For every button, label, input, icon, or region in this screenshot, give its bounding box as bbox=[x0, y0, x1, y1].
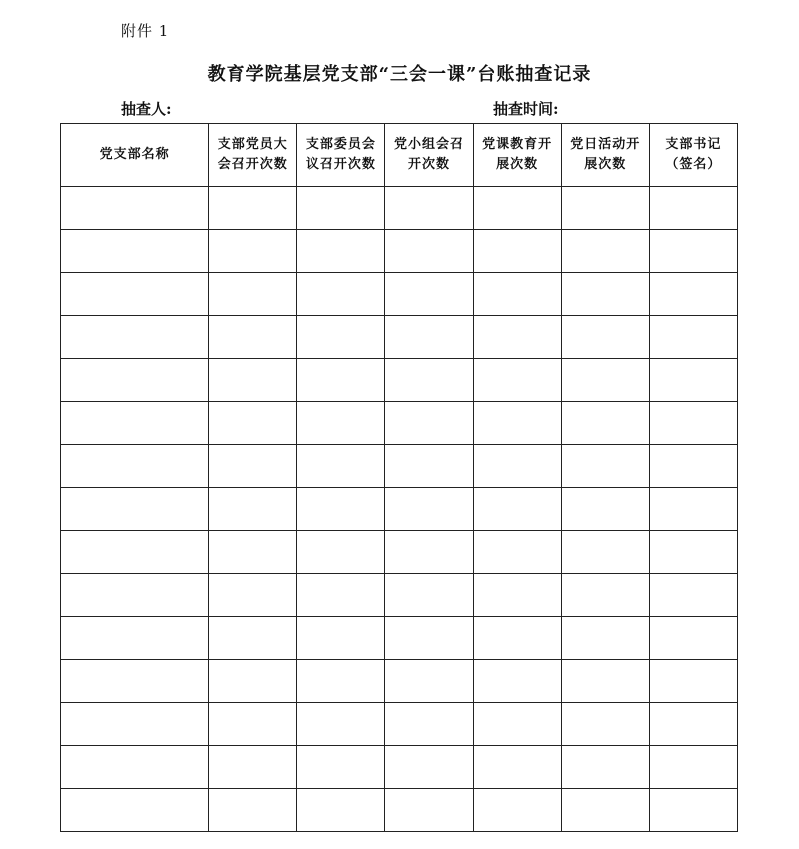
table-cell[interactable] bbox=[473, 187, 561, 230]
table-cell[interactable] bbox=[61, 273, 209, 316]
table-cell[interactable] bbox=[297, 617, 385, 660]
table-cell[interactable] bbox=[385, 617, 473, 660]
table-row bbox=[61, 574, 738, 617]
table-cell[interactable] bbox=[209, 316, 297, 359]
table-cell[interactable] bbox=[649, 703, 737, 746]
table-cell[interactable] bbox=[649, 359, 737, 402]
table-cell[interactable] bbox=[649, 445, 737, 488]
table-cell[interactable] bbox=[473, 445, 561, 488]
table-body bbox=[61, 187, 738, 832]
table-cell[interactable] bbox=[561, 316, 649, 359]
table-row bbox=[61, 746, 738, 789]
table-cell[interactable] bbox=[561, 617, 649, 660]
table-row bbox=[61, 617, 738, 660]
table-cell[interactable] bbox=[61, 617, 209, 660]
table-cell[interactable] bbox=[209, 273, 297, 316]
table-cell[interactable] bbox=[61, 531, 209, 574]
column-header-branch-name: 党支部名称 bbox=[61, 124, 209, 187]
table-cell[interactable] bbox=[385, 746, 473, 789]
table-cell[interactable] bbox=[209, 402, 297, 445]
table-cell[interactable] bbox=[649, 402, 737, 445]
table-row bbox=[61, 703, 738, 746]
table-cell[interactable] bbox=[473, 230, 561, 273]
table-cell[interactable] bbox=[561, 703, 649, 746]
table-cell[interactable] bbox=[209, 187, 297, 230]
column-header-party-day-activities: 党日活动开 展次数 bbox=[561, 124, 649, 187]
table-cell[interactable] bbox=[61, 789, 209, 832]
table-cell[interactable] bbox=[385, 402, 473, 445]
table-cell[interactable] bbox=[61, 402, 209, 445]
table-cell[interactable] bbox=[209, 789, 297, 832]
table-cell[interactable] bbox=[209, 746, 297, 789]
table-cell[interactable] bbox=[209, 531, 297, 574]
table-row bbox=[61, 789, 738, 832]
table-cell[interactable] bbox=[385, 273, 473, 316]
table-cell[interactable] bbox=[385, 703, 473, 746]
table-cell[interactable] bbox=[385, 789, 473, 832]
table-row bbox=[61, 531, 738, 574]
table-cell[interactable] bbox=[61, 359, 209, 402]
table-cell[interactable] bbox=[649, 617, 737, 660]
table-cell[interactable] bbox=[649, 789, 737, 832]
table-cell[interactable] bbox=[61, 445, 209, 488]
table-cell[interactable] bbox=[473, 746, 561, 789]
table-cell[interactable] bbox=[473, 574, 561, 617]
table-cell[interactable] bbox=[385, 445, 473, 488]
table-row bbox=[61, 273, 738, 316]
table-cell[interactable] bbox=[649, 230, 737, 273]
table-cell[interactable] bbox=[473, 789, 561, 832]
table-cell[interactable] bbox=[209, 359, 297, 402]
table-cell[interactable] bbox=[297, 273, 385, 316]
table-cell[interactable] bbox=[209, 230, 297, 273]
table-cell[interactable] bbox=[297, 703, 385, 746]
table-cell[interactable] bbox=[61, 187, 209, 230]
table-row bbox=[61, 445, 738, 488]
table-cell[interactable] bbox=[297, 789, 385, 832]
table-row bbox=[61, 660, 738, 703]
table-cell[interactable] bbox=[561, 574, 649, 617]
table-cell[interactable] bbox=[209, 574, 297, 617]
table-cell[interactable] bbox=[649, 273, 737, 316]
table-cell[interactable] bbox=[649, 187, 737, 230]
table-cell[interactable] bbox=[297, 402, 385, 445]
table-cell[interactable] bbox=[61, 746, 209, 789]
table-cell[interactable] bbox=[61, 703, 209, 746]
table-cell[interactable] bbox=[473, 359, 561, 402]
attachment-label: 附件 1 bbox=[121, 22, 170, 40]
table-row bbox=[61, 402, 738, 445]
column-header-secretary-signature: 支部书记 （签名） bbox=[649, 124, 737, 187]
table-cell[interactable] bbox=[385, 574, 473, 617]
table-cell[interactable] bbox=[561, 230, 649, 273]
table-header-row bbox=[61, 124, 738, 187]
table-cell[interactable] bbox=[561, 746, 649, 789]
table-cell[interactable] bbox=[209, 660, 297, 703]
table-cell[interactable] bbox=[649, 488, 737, 531]
table-cell[interactable] bbox=[61, 574, 209, 617]
table-cell[interactable] bbox=[649, 531, 737, 574]
table-cell[interactable] bbox=[297, 230, 385, 273]
column-header-party-lessons: 党课教育开 展次数 bbox=[473, 124, 561, 187]
column-header-committee-meetings: 支部委员会 议召开次数 bbox=[297, 124, 385, 187]
table-cell[interactable] bbox=[561, 359, 649, 402]
table-row bbox=[61, 230, 738, 273]
column-header-member-meetings: 支部党员大 会召开次数 bbox=[209, 124, 297, 187]
table-cell[interactable] bbox=[385, 359, 473, 402]
table-cell[interactable] bbox=[649, 316, 737, 359]
table-cell[interactable] bbox=[297, 359, 385, 402]
table-cell[interactable] bbox=[297, 660, 385, 703]
table-cell[interactable] bbox=[561, 488, 649, 531]
table-cell[interactable] bbox=[473, 703, 561, 746]
inspection-time-label: 抽查时间: bbox=[493, 100, 559, 118]
table-cell[interactable] bbox=[385, 660, 473, 703]
table-cell[interactable] bbox=[61, 488, 209, 531]
table-cell[interactable] bbox=[473, 531, 561, 574]
table-cell[interactable] bbox=[473, 617, 561, 660]
table-cell[interactable] bbox=[209, 488, 297, 531]
table-cell[interactable] bbox=[473, 316, 561, 359]
table-cell[interactable] bbox=[297, 187, 385, 230]
table-cell[interactable] bbox=[61, 230, 209, 273]
table-cell[interactable] bbox=[297, 316, 385, 359]
inspector-label: 抽查人: bbox=[121, 100, 172, 118]
table-cell[interactable] bbox=[61, 660, 209, 703]
table-cell[interactable] bbox=[561, 789, 649, 832]
table-cell[interactable] bbox=[385, 230, 473, 273]
table-row bbox=[61, 488, 738, 531]
table-cell[interactable] bbox=[649, 746, 737, 789]
table-cell[interactable] bbox=[385, 531, 473, 574]
page-title: 教育学院基层党支部“三会一课”台账抽查记录 bbox=[207, 64, 592, 85]
table-row bbox=[61, 316, 738, 359]
table-cell[interactable] bbox=[209, 445, 297, 488]
table-cell[interactable] bbox=[561, 402, 649, 445]
table-cell[interactable] bbox=[385, 316, 473, 359]
inspection-record-table bbox=[60, 123, 738, 832]
table-cell[interactable] bbox=[385, 187, 473, 230]
table-cell[interactable] bbox=[297, 574, 385, 617]
table-row bbox=[61, 359, 738, 402]
table-cell[interactable] bbox=[561, 660, 649, 703]
table-cell[interactable] bbox=[473, 273, 561, 316]
table-cell[interactable] bbox=[209, 617, 297, 660]
table-cell[interactable] bbox=[561, 273, 649, 316]
table-cell[interactable] bbox=[561, 187, 649, 230]
table-cell[interactable] bbox=[561, 445, 649, 488]
table-cell[interactable] bbox=[649, 660, 737, 703]
table-row bbox=[61, 187, 738, 230]
table-cell[interactable] bbox=[297, 746, 385, 789]
table-cell[interactable] bbox=[385, 488, 473, 531]
table-cell[interactable] bbox=[297, 488, 385, 531]
table-cell[interactable] bbox=[297, 531, 385, 574]
column-header-group-meetings: 党小组会召 开次数 bbox=[385, 124, 473, 187]
table-cell[interactable] bbox=[297, 445, 385, 488]
table-cell[interactable] bbox=[473, 488, 561, 531]
table-cell[interactable] bbox=[209, 703, 297, 746]
table-cell[interactable] bbox=[649, 574, 737, 617]
table-cell[interactable] bbox=[561, 531, 649, 574]
table-cell[interactable] bbox=[473, 660, 561, 703]
table-cell[interactable] bbox=[61, 316, 209, 359]
table-cell[interactable] bbox=[473, 402, 561, 445]
